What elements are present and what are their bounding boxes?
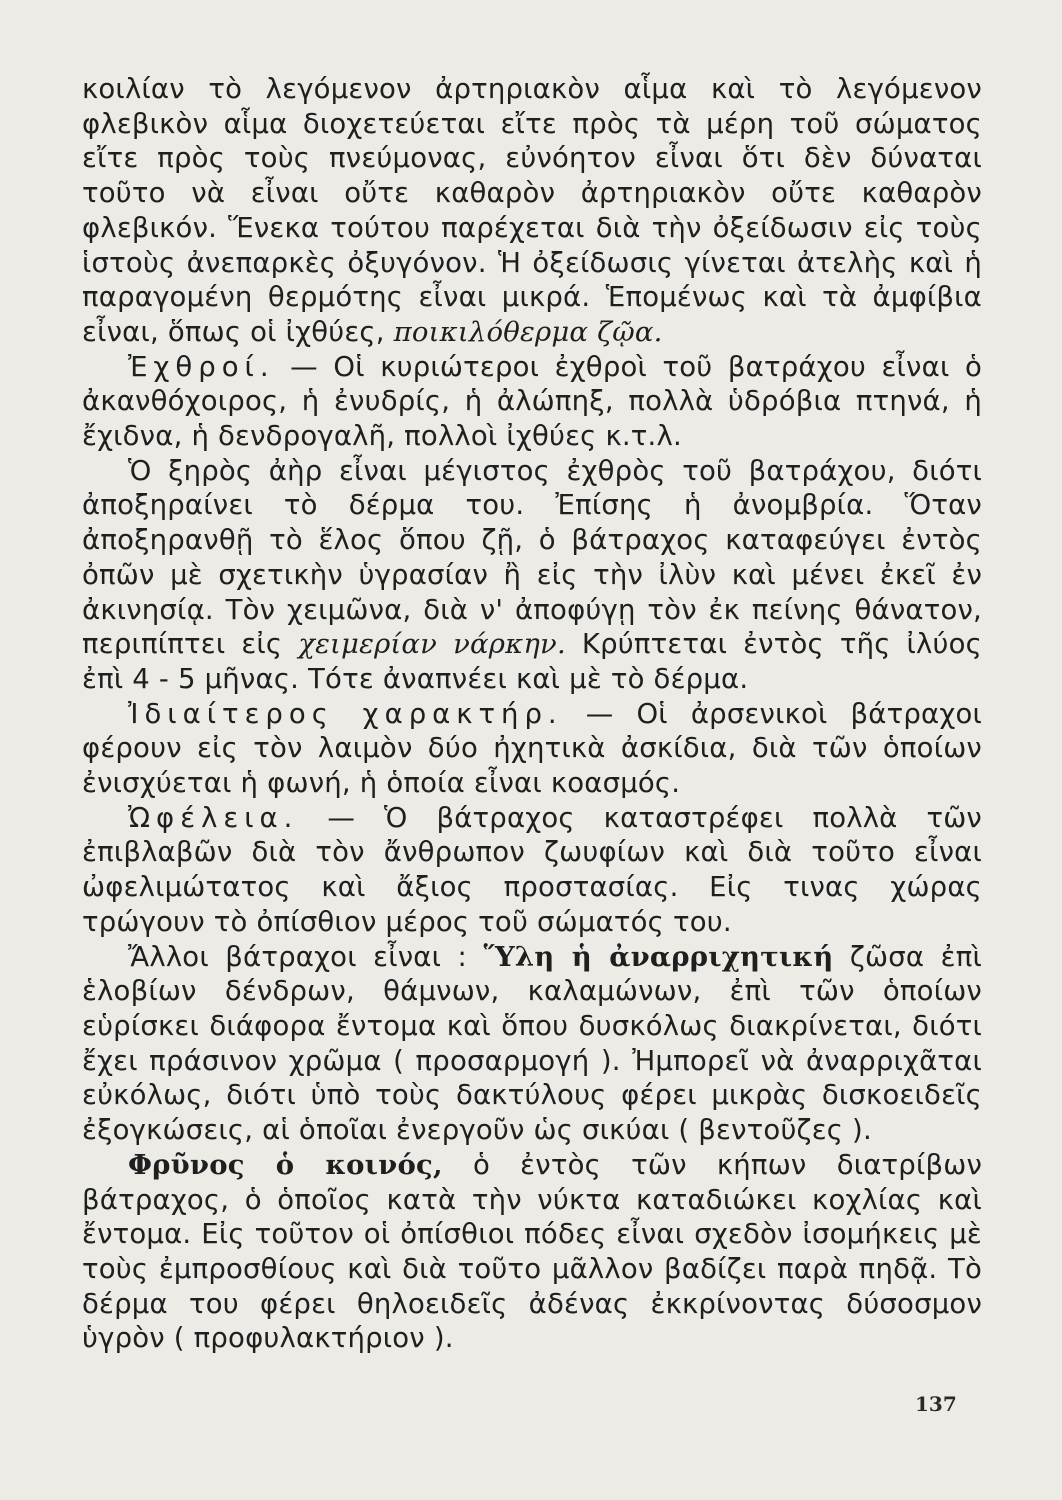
paragraph-text: — Οἱ κυριώτεροι ἐχθροὶ τοῦ βατράχου εἶναι ὁ ἀκανθόχοιρος, ἡ ἐνυδρίς, ἡ ἀλώπηξ, πολλὰ ὑδρόβια πτηνά, ἡ ἔχιδνα, ἡ δενδρογαλῆ, πολλοὶ ἰχθύες κ.τ.λ. [82, 350, 982, 453]
section-heading-benefit: Ὠφέλεια. [128, 801, 299, 834]
paragraph-dry-air [82, 454, 982, 697]
paragraph-tree-frog [82, 940, 982, 1148]
paragraph-text: Κρύπτεται ἐντὸς τῆς ἰλύος ἐπὶ 4 - 5 μῆνας. Τότε ἀναπνέει καὶ μὲ τὸ δέρμα. [82, 628, 982, 695]
bold-term: Φρῦνος ὁ κοινός, [128, 1148, 443, 1181]
section-heading-enemies: Ἐχθροί. [128, 350, 275, 383]
italic-term: χειμερίαν νάρκην. [298, 628, 566, 661]
paragraph-text: Ὁ ξηρὸς ἀὴρ εἶναι μέγιστος ἐχθρὸς τοῦ βατράχου, διότι ἀποξηραίνει τὸ δέρμα του. Ἐπίσης ἡ ἀνομβρία. Ὅταν ἀποξηρανθῇ τὸ ἕλος ὅπου ζῇ, ὁ βάτραχος καταφεύγει ἐντὸς ὀπῶν μὲ σχετικὴν ὑγρασίαν ἢ εἰς τὴν ἰλὺν καὶ μένει ἐκεῖ ἐν ἀκινησίᾳ. Τὸν χειμῶνα, διὰ ν' ἀποφύγῃ τὸν ἐκ πείνης θάνατον, περιπίπτει εἰς [82, 454, 982, 661]
paragraph-circulation [82, 72, 982, 350]
paragraph-benefit [82, 801, 982, 940]
paragraph-text: — Οἱ ἀρσενικοὶ βάτραχοι φέρουν εἰς τὸν λαιμὸν δύο ἠχητικὰ ἀσκίδια, διὰ τῶν ὁποίων ἐνισχύεται ἡ φωνή, ἡ ὁποία εἶναι κοασμός. [82, 697, 982, 800]
paragraph-enemies [82, 350, 982, 454]
page-text [82, 72, 982, 1356]
bold-term: Ὕλη ἡ ἀναρριχητική [483, 940, 834, 973]
paragraph-text: — Ὁ βάτραχος καταστρέφει πολλὰ τῶν ἐπιβλαβῶν διὰ τὸν ἄνθρωπον ζωυφίων καὶ διὰ τοῦτο εἶναι ὠφελιμώτατος καὶ ἄξιος προστασίας. Εἰς τινας χώρας τρώγουν τὸ ὀπίσθιον μέρος τοῦ σώματός του. [82, 801, 982, 938]
italic-term: ποικιλόθερμα ζῷα. [393, 315, 663, 348]
section-heading-character: Ἰδιαίτερος χαρακτήρ. [128, 697, 563, 730]
paragraph-text: κοιλίαν τὸ λεγόμενον ἀρτηριακὸν αἷμα καὶ τὸ λεγόμενον φλεβικὸν αἷμα διοχετεύεται εἴτε πρὸς τὰ μέρη τοῦ σώματος εἴτε πρὸς τοὺς πνεύμονας, εὐνόητον εἶναι ὅτι δὲν δύναται τοῦτο νὰ εἶναι οὔτε καθαρὸν ἀρτηριακὸν οὔτε καθαρὸν φλεβικόν. Ἕνεκα τούτου παρέχεται διὰ τὴν ὀξείδωσιν εἰς τοὺς ἱστοὺς ἀνεπαρκὲς ὀξυγόνον. Ἡ ὀξείδωσις γίνεται ἀτελὴς καὶ ἡ παραγομένη θερμότης εἶναι μικρά. Ἑπομένως καὶ τὰ ἀμφίβια εἶναι, ὅπως οἱ ἰχθύες, [82, 73, 982, 348]
paragraph-character [82, 697, 982, 801]
paragraph-toad [82, 1148, 982, 1356]
page-number: 137 [915, 1392, 957, 1416]
paragraph-text: ὁ ἐντὸς τῶν κήπων διατρίβων βάτραχος, ὁ ὁποῖος κατὰ τὴν νύκτα καταδιώκει κοχλίας καὶ ἔντομα. Εἰς τοῦτον οἱ ὀπίσθιοι πόδες εἶναι σχεδὸν ἰσομήκεις μὲ τοὺς ἐμπροσθίους καὶ διὰ τοῦτο μᾶλλον βαδίζει παρὰ πηδᾷ. Τὸ δέρμα του φέρει θηλοειδεῖς ἀδένας ἐκκρίνοντας δύσοσμον ὑγρὸν ( προφυλακτήριον ). [82, 1148, 983, 1355]
paragraph-lead: Ἄλλοι βάτραχοι εἶναι : [128, 940, 468, 973]
paragraph-text: ζῶσα ἐπὶ ἑλοβίων δένδρων, θάμνων, καλαμώνων, ἐπὶ τῶν ὁποίων εὑρίσκει διάφορα ἔντομα καὶ ὅπου δυσκόλως διακρίνεται, διότι ἔχει πράσινον χρῶμα ( προσαρμογή ). Ἠμπορεῖ νὰ ἀναρριχᾶται εὐκόλως, διότι ὑπὸ τοὺς δακτύλους φέρει μικρὰς δισκοειδεῖς ἐξογκώσεις, αἱ ὁποῖαι ἐνεργοῦν ὡς σικύαι ( βεντοῦζες ). [82, 940, 982, 1147]
